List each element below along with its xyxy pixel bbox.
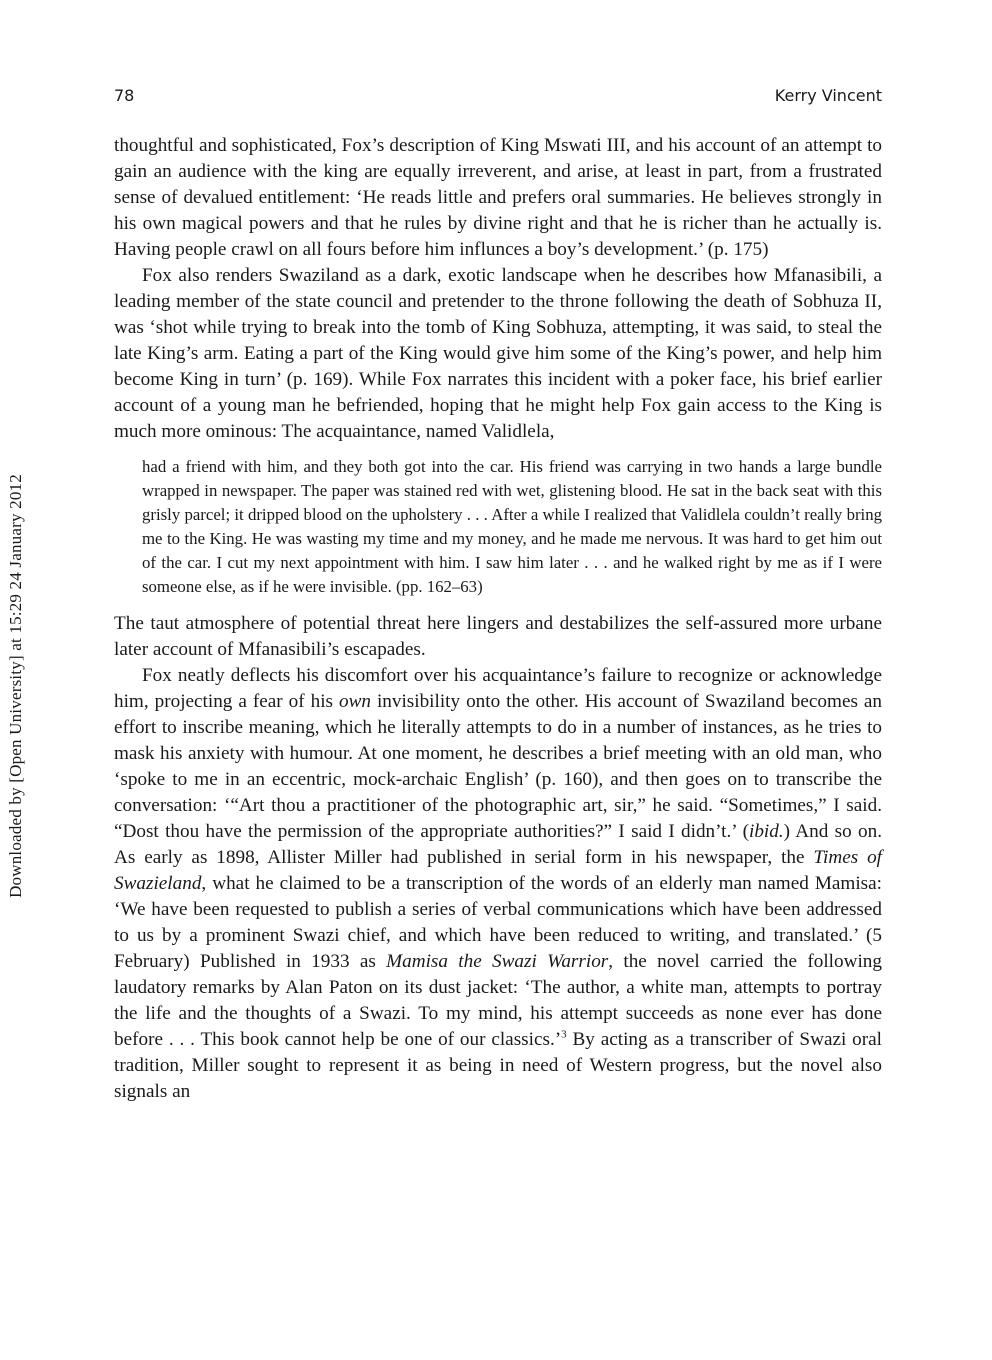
p4-text-b: invisibility onto the other. His account of Swaziland becomes an effort to inscribe meaning, which he literally attempts to do in a number of instances, as he tries to mask his anxiety with humour. At one moment, he describes a brief meeting with an old man, who ‘spoke to me in an eccentric, mock-archaic English’ (p. 160), and then goes on to transcribe the conversation: ‘“Art thou a practitioner of the photographic art, sir,” he said. “Sometimes,” I said. “Dost thou have the permission of the appropriate authorities?” I said I didn’t.’ ( [114,691,883,842]
paragraph-4 [114,663,882,1105]
block-quote: had a friend with him, and they both got into the car. His friend was carrying in two hands a large bundle wrapped in newspaper. The paper was stained red with wet, glistening blood. He sat in the back seat with this grisly parcel; it dripped blood on the upholstery . . . After a while I realized that Validlela couldn’t really bring me to the King. He was wasting my time and my money, and he made me nervous. It was hard to get him out of the car. I cut my next appointment with him. I saw him later . . . and he walked right by me as if I were someone else, as if he were invisible. (pp. 162–63) [142,457,882,596]
italic-ibid: ibid. [748,821,784,842]
page-number: 78 [114,86,135,105]
article-body [114,133,882,1105]
running-head-author: Kerry Vincent [774,86,882,105]
p4-text-d: , what he claimed to be a transcription of the words of an elderly man named Mamisa: ‘We have been requested to publish a series of verbal communications which have been addressed to us by a prominent Swazi chief, and which have been reduced to writing, and translated.’ (5 February) Published in 1933 as [114,873,882,972]
page-header [114,86,882,110]
italic-own: own [338,691,371,712]
p4-text-c: ) And so on. As early as 1898, Allister Miller had published in serial form in his newspaper, the [114,821,883,868]
italic-mamisa-title: Mamisa the Swazi Warrior [386,951,609,972]
p4-text-a: Fox neatly deflects his discomfort over his acquaintance’s failure to recognize or acknowledge him, projecting a fear of his [114,665,882,712]
download-watermark [4,438,28,934]
footnote-marker[interactable]: 3 [561,1028,567,1041]
download-notice: Downloaded by [Open University] at 15:29 24 January 2012 [6,474,25,898]
paragraph-3: The taut atmosphere of potential threat here lingers and destabilizes the self-assured more urbane later account of Mfanasibili’s escapades. [114,613,882,660]
paragraph-2: Fox also renders Swaziland as a dark, exotic landscape when he describes how Mfanasibili, a leading member of the state council and pretender to the throne following the death of Sobhuza II, was ‘shot while trying to break into the tomb of King Sobhuza, attempting, it was said, to steal the late King’s arm. Eating a part of the King would give him some of the King’s power, and help him become King in turn’ (p. 169). While Fox narrates this incident with a poker face, his brief earlier account of a young man he befriended, hoping that he might help Fox gain access to the King is much more ominous: The acquaintance, named Validlela, [114,265,882,442]
p4-text-e: , the novel carried the following laudatory remarks by Alan Paton on its dust jacket: ‘The author, a white man, attempts to portray the life and the thoughts of a Swazi. To my mind, his attempt succeeds as none ever has done before . . . This book cannot help be one of our classics.’ [114,951,882,1050]
paragraph-1: thoughtful and sophisticated, Fox’s description of King Mswati III, and his account of an attempt to gain an audience with the king are equally irreverent, and arise, at least in part, from a frustrated sense of devalued entitlement: ‘He reads little and prefers oral summaries. He believes strongly in his own magical powers and that he rules by divine right and that he is richer than he actually is. Having people crawl on all fours before him influnces a boy’s development.’ (p. 175) [114,135,882,260]
italic-times-of-swazieland: Times of Swazieland [114,847,882,894]
p4-text-f: By acting as a transcriber of Swazi oral tradition, Miller sought to represent it as being in need of Western progress, but the novel also signals an [114,1029,882,1102]
